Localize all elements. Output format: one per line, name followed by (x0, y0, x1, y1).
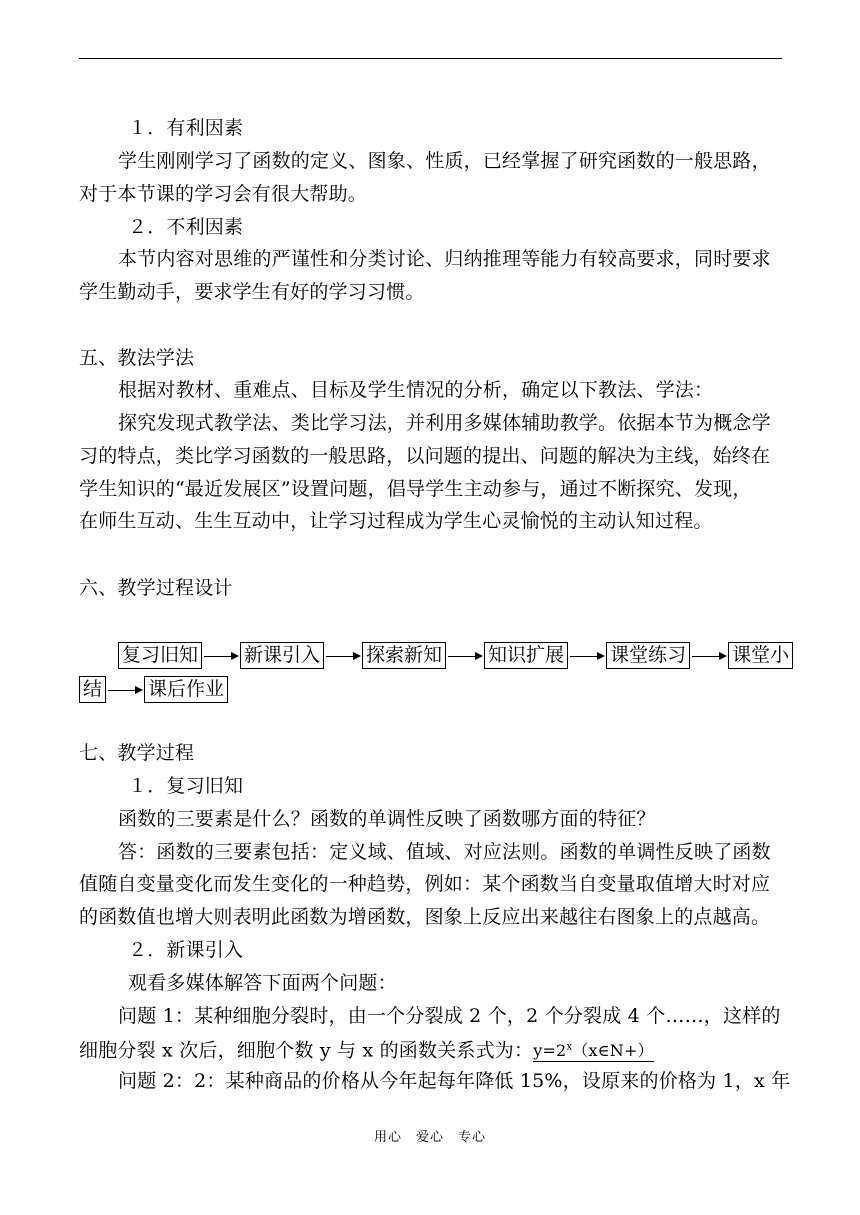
process-flow-row-1 (118, 642, 793, 669)
review-answer-line: 值随自变量变化而发生变化的一种趋势，例如：某个函数当自变量取值增大时对应 (79, 873, 771, 895)
methods-paragraph-line: 探究发现式教学法、类比学习法，并利用多媒体辅助教学。依据本节为概念学 (118, 412, 771, 434)
formula-base: y=2 (533, 1041, 567, 1061)
section-heading-methods: 五、教法学法 (79, 347, 195, 369)
arrow-right-icon (568, 650, 606, 662)
review-answer-line: 的函数值也增大则表明此函数为增函数，图象上反应出来越往右图象上的点越高。 (79, 906, 771, 928)
favorable-paragraph-line: 对于本节课的学习会有很大帮助。 (79, 183, 368, 205)
section-heading-process: 七、教学过程 (79, 742, 195, 764)
problem2-line: 问题 2：2：某种商品的价格从今年起每年降低 15%，设原来的价格为 1，x 年 (118, 1070, 791, 1092)
arrow-right-icon (106, 684, 144, 696)
flow-step-practice: 课堂练习 (606, 642, 690, 669)
flow-step-explore: 探索新知 (362, 642, 446, 669)
favorable-paragraph-line: 学生刚刚学习了函数的定义、图象、性质，已经掌握了研究函数的一般思路， (118, 150, 771, 172)
arrow-right-icon (446, 650, 484, 662)
review-heading: １．复习旧知 (128, 775, 244, 797)
header-rule (79, 58, 782, 59)
intro-paragraph: 观看多媒体解答下面两个问题： (128, 972, 397, 994)
favorable-heading: １．有利因素 (128, 117, 244, 139)
flow-step-review: 复习旧知 (118, 642, 202, 669)
problem1-line-2 (79, 1036, 654, 1063)
flow-step-intro: 新课引入 (240, 642, 324, 669)
page-footer: 用心 爱心 专心 (373, 1130, 486, 1145)
arrow-right-icon (202, 650, 240, 662)
flow-step-homework: 课后作业 (144, 676, 228, 703)
arrow-right-icon (690, 650, 728, 662)
methods-paragraph-line: 习的特点，类比学习函数的一般思路，以问题的提出、问题的解决为主线，始终在 (79, 445, 771, 467)
problem1-line: 问题 1：某种细胞分裂时，由一个分裂成 2 个，2 个分裂成 4 个……，这样的 (118, 1005, 781, 1027)
formula-exponent: x (566, 1042, 573, 1053)
methods-paragraph-line: 学生知识的“最近发展区”设置问题，倡导学生主动参与，通过不断探究、发现， (79, 478, 752, 500)
flow-step-extend: 知识扩展 (484, 642, 568, 669)
review-question: 函数的三要素是什么？函数的单调性反映了函数哪方面的特征？ (118, 808, 656, 830)
intro-heading: ２．新课引入 (128, 939, 244, 961)
unfavorable-heading: ２．不利因素 (128, 216, 244, 238)
review-answer-line: 答：函数的三要素包括：定义域、值域、对应法则。函数的单调性反映了函数 (118, 841, 771, 863)
flow-step-summary-part2: 结 (79, 676, 106, 703)
methods-paragraph-line: 在师生互动、生生互动中，让学习过程成为学生心灵愉悦的主动认知过程。 (79, 510, 713, 532)
flow-step-summary-part1: 课堂小 (728, 642, 793, 669)
formula-domain: （x∈N+） (572, 1041, 654, 1061)
section-heading-design: 六、教学过程设计 (79, 577, 233, 599)
unfavorable-paragraph-line: 学生勤动手，要求学生有好的学习习惯。 (79, 281, 425, 303)
unfavorable-paragraph-line: 本节内容对思维的严谨性和分类讨论、归纳推理等能力有较高要求，同时要求 (118, 248, 771, 270)
formula-exponential (533, 1041, 654, 1062)
problem1-text: 细胞分裂 x 次后，细胞个数 y 与 x 的函数关系式为： (79, 1039, 534, 1062)
arrow-right-icon (324, 650, 362, 662)
methods-paragraph-line: 根据对教材、重难点、目标及学生情况的分析，确定以下教法、学法： (118, 379, 714, 401)
process-flow-row-2 (79, 676, 228, 703)
